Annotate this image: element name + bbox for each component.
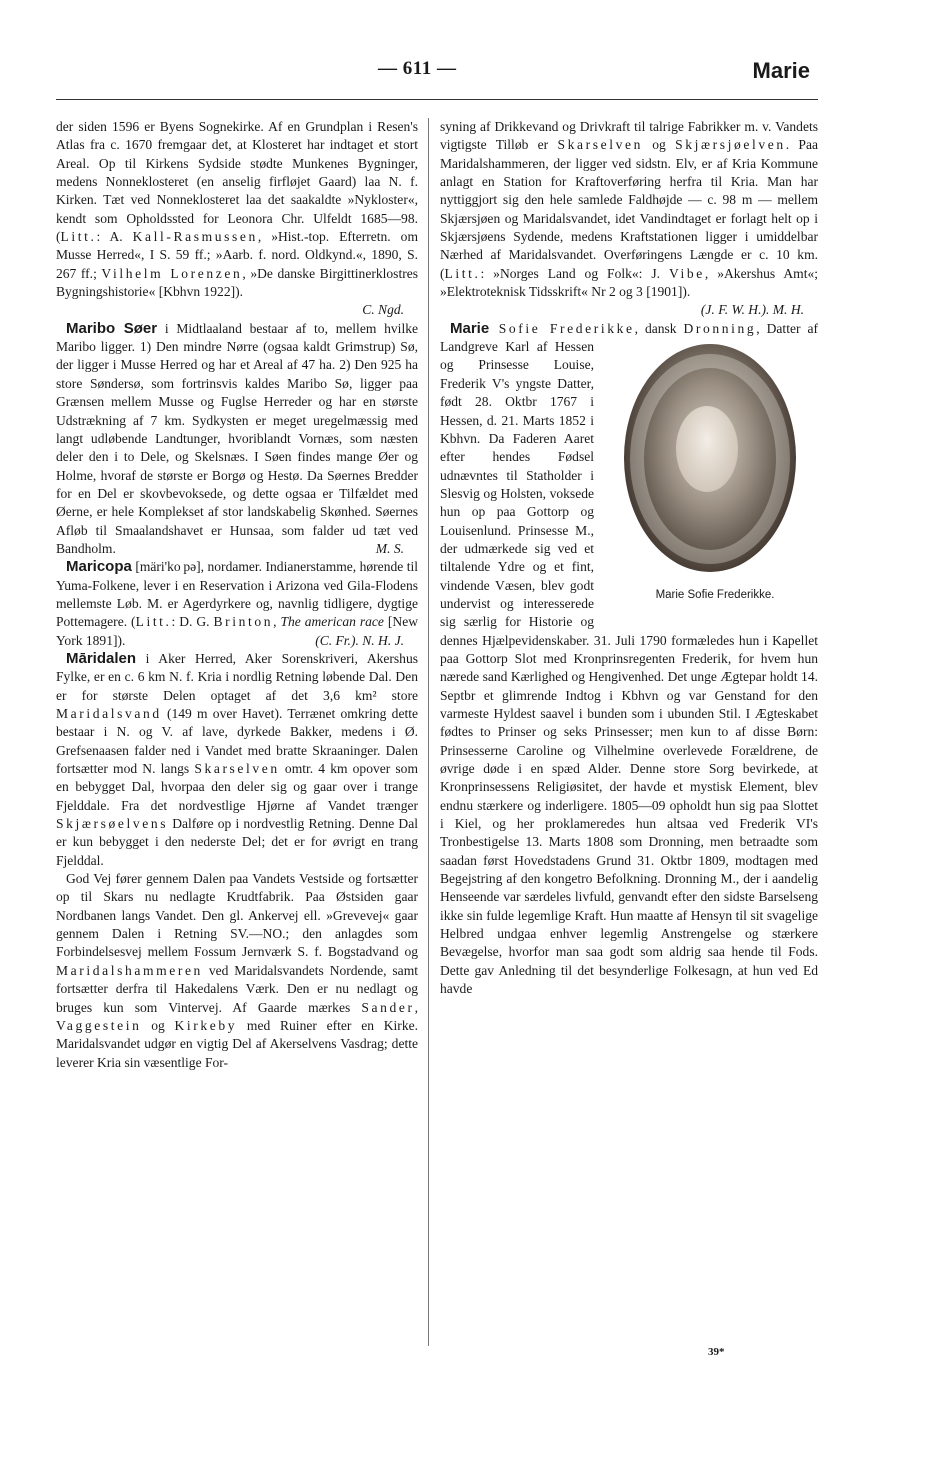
portrait-image xyxy=(624,344,796,572)
signature-mark: 39* xyxy=(708,1346,725,1358)
column-divider xyxy=(428,118,429,1346)
author-signature: (C. Fr.). N. H. J. xyxy=(315,632,404,648)
entry-maridalen: Māridalen i Aker Herred, Aker Sorenskriveri, Akershus Fylke, er en c. 6 km N. f. Kria i nordlig Retning løbende Dal. Den er for største Delen optaget af det 3,6 km² store Maridalsvand (149 m over Havet). Terrænet omkring dette bestaar i N. og V. af lave, dyrkede Bakker, medens i Ø. Grefsenaasen falder ned i Vandet med bratte Skraaninger. Dalen fortsætter mod N. langs Skarselven omtr. 4 km opover som en bebygget Dal, hvorpaa den deler sig og gaar over i trange Fjelddale. Fra det nordvestlige Hjørne af Vandet trænger Skjærsøelvens Dalføre op i nordvestlig Retning. Denne Dal er kun bebygget i den nederste Del; det er for øvrigt en trang Fjelddal. xyxy=(56,649,418,868)
headword: Maribo Søer xyxy=(66,319,158,337)
entry-marie-sofie-frederikke: Marie Sofie Frederikke, dansk Dronning Marie Sofie Frederikke. , Datter af Landgreve Karl af Hessen og Prinsesse Louise, Frederik V's yngste Datter, født 28. Oktbr 1767 i Hessen, d. 21. Marts 1852 i Kbhvn. Da Faderen Aaret efter hendes Fødsel udnævntes til Statholder i Slesvig og Holsten, voksede hun op paa Gottorp og Louisenlund. Prinsesse M., der udmærkede sig ved et tiltalende Ydre og et fint, vindende Væsen, blev godt undervist og interesserede sig særlig for Historie og dennes Hjælpevidenskaber. 31. Juli 1790 formæledes hun i Kapellet paa Gottorp Slot med Kronprinsregenten Frederik, for hvem hun nærede sand Kærlighed og Hengivenhed. Det unge Ægtepar holdt 14. Septbr et glimrende Indtog i Kbhvn og var Genstand for den varmeste Hyldest saavel i bunden som i ubunden Stil. I Ægteskabet fødtes to Prinser og seks Prinsesser; men kun to af disse Børn: Prinsesserne Caroline og Vilhelmine overlevede Forældrene, de øvrige døde i en spæd Alder. Denne store Sorg bevirkede, at Kronprinsessens Religiøsitet, der havde et mystisk Element, blev endnu stærkere og inderligere. 1805—09 opholdt hun sig paa Slottet i Kiel, og her proklameredes hun altsaa ved Frederik VI's Tronbestigelse 13. Marts 1808 som Dronning, men betraadte som saadan først Hovedstadens Grund 31. Oktbr 1809, modtagen med Begejstring af den kongetro Befolkning. Dronning M., der i aandelig Henseende var særdeles livfuld, genvandt efter den sidste Barselseng ikke sin fulde legemlige Kraft. Hun maatte af Hensyn til sit svagelige Helbred undgaa enhver legemlig Anstrengelse og stærkere Bevægelse, hvorfor man saa godt som aldrig saa hende til Fods. Dette gav Anledning til det besynderlige Folkesagn, at hun ved Ed havde xyxy=(440,319,818,997)
entry-maridalen-cont: God Vej fører gennem Dalen paa Vandets Vestside og fortsætter op til Skars nu nedlagte Krudtfabrik. Paa Østsiden gaar Nordbanen langs Vandet. Den gl. Ankervej ell. »Grevevej« gaar gennem Dalen i Retning SV.—NO.; den anlagdes som Forbindelsesvej mellem Fossum Jernværk S. f. Bogstadvand og Maridalshammeren ved Maridalsvandets Nordende, samt fortsætter derfra til Hakedalens Værk. Den er nu nedlagt og bruges kun som Vintervej. Af Gaarde mærkes Sander, Vaggestein og Kirkeby med Ruiner efter en Kirke. Maridalsvandet udgør en vigtig Del af Akerselvens Vasdrag; dette leverer Kria sin væsentlige For- xyxy=(56,871,418,1070)
entry-maricopa: Maricopa [märi'ko pə], nordamer. Indianerstamme, hørende til Yuma-Folkene, lever i en Reservation i Arizona ved Gila-Flodens mellemste Løb. M. er Agerdyrkere og, navnlig tidligere, dygtige Pottemagere. (Litt.: D. G. Brinton, The american race [New York 1891]). (C. Fr.). N. H. J. xyxy=(56,558,418,650)
left-column xyxy=(56,118,418,1072)
portrait-caption: Marie Sofie Frederikke. xyxy=(655,589,775,602)
page-header xyxy=(0,58,928,98)
author-signature: (J. F. W. H.). M. H. xyxy=(700,302,804,318)
entry-continuation: der siden 1596 er Byens Sognekirke. Af en Grundplan i Resen's Atlas fra c. 1670 fremgaar det, at Klosteret har indtaget et stort Areal. Op til Kirkens Sydside stødte Munkenes Bygninger, medens Nonneklosteret (en anselig firfløjet Gaard) laa N. f. Kirken. Tæt ved Nonneklosteret laa det saakaldte »Nykloster«, kendt som Opholdssted for Leonora Chr. Ulfeldt 1685—98. (Litt.: A. Kall-Rasmussen, »Hist.-top. Efterretn. om Musse Herred«, I S. 59 ff.; »Aarb. f. nord. Oldkynd.«, 1890, S. 267 ff.; Vilhelm Lorenzen, »De danske Birgittinerklostres Bygningshistorie« [Kbhvn 1922]). C. Ngd. xyxy=(56,118,418,320)
running-keyword: Marie xyxy=(752,58,810,83)
header-rule xyxy=(56,99,818,100)
headword: Marie xyxy=(450,319,490,337)
page-number: — 611 — xyxy=(378,58,457,79)
author-signature: C. Ngd. xyxy=(362,302,404,318)
entry-maridalen-end: syning af Drikkevand og Drivkraft til talrige Fabrikker m. v. Vandets vigtigste Tilløb er Skarselven og Skjærsjøelven. Paa Maridalshammeren, der ligger ved sidstn. Elv, er af Kria Kommune anlagt en Station for Kraftoverføring herfra til Kria. Man har nyttiggjort sig den hele samlede Faldhøjde — c. 98 m — mellem Skjærsjøen og Maridalsvandet, idet Vandindtaget er forlagt helt op i Skjærsjøens Sydende, medens Kraftstationen ligger i umiddelbar Nærhed af Maridalsvandet. Overføringens Længde er c. 10 km. (Litt.: »Norges Land og Folk«: J. Vibe, »Akershus Amt«; »Elektroteknisk Tidsskrift« Nr 2 og 3 [1901]). (J. F. W. H.). M. H. xyxy=(440,118,818,320)
headword: Māridalen xyxy=(66,649,137,667)
portrait-figure xyxy=(602,344,818,626)
entry-maribo-soer: Maribo Søer i Midtlaaland bestaar af to, mellem hvilke Maribo ligger. 1) Den mindre Nørre (ogsaa kaldt Grimstrup) Sø, der ligger i Musse Herred og har et Areal af 47 ha. 2) Den 925 ha store Søndersø, som fortrinsvis kaldes Maribo Sø, ligger paa Grænsen mellem Musse og Fuglse Herreder og har en største Udstrækning af 7 km. Sydkysten er meget uregelmæssig med langt udløbende Landtunger, hvoriblandt Vornæs, som næsten deler den i to Dele, og Skelsnæs. I Søen findes mange Øer og Holme, hvoraf de største er Borgø og Hestø. Da Søernes Bredder for en Del er skovbevoksede, og dette ogsaa er Tilfældet med Øerne, er hele Komplekset af stor landskabelig Skønhed. Søernes Afløb til Smaalandshavet er Hunsaa, som falder ud tæt ved Bandholm. M. S. xyxy=(56,320,418,558)
headword: Maricopa xyxy=(66,558,132,576)
right-column xyxy=(440,118,818,999)
author-signature: M. S. xyxy=(375,540,404,556)
